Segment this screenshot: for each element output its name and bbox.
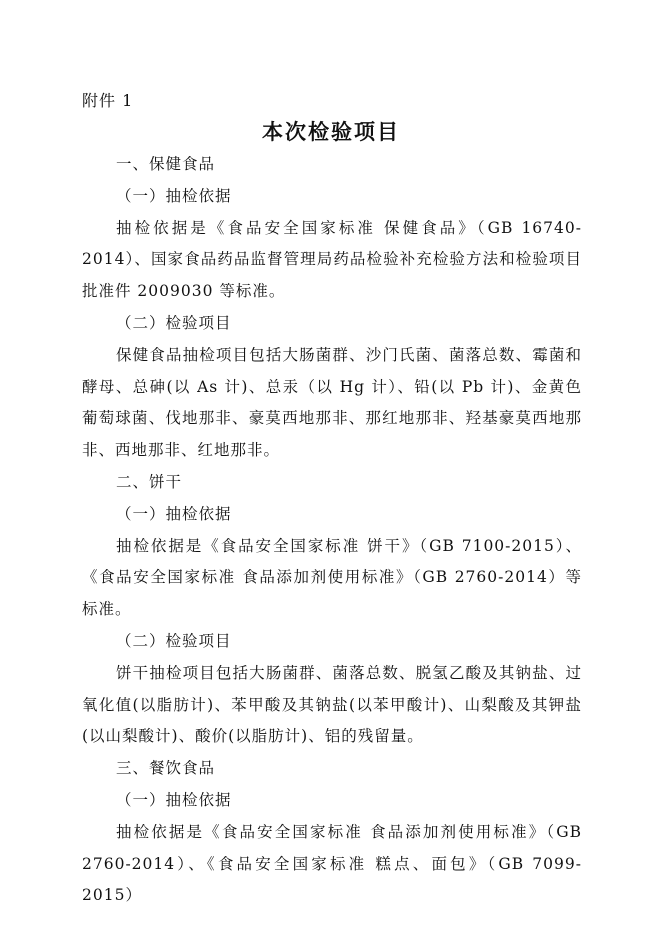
subsection-heading-items: （二）检验项目 [116, 631, 232, 650]
paragraph-biscuits-items: 饼干抽检项目包括大肠菌群、菌落总数、脱氢乙酸及其钠盐、过氧化值(以脂肪计)、苯甲酸及其钠盐(以苯甲酸计)、山梨酸及其钾盐(以山梨酸计)、酸价(以脂肪计)、铝的残留量。 [82, 663, 582, 746]
document-title: 本次检验项目 [262, 119, 400, 144]
subsection-heading-basis: （一）抽检依据 [116, 790, 232, 809]
paragraph-health-food-basis: 抽检依据是《食品安全国家标准 保健食品》（GB 16740-2014）、国家食品药品监督管理局药品检验补充检验方法和检验项目批准件 2009030 等标准。 [82, 218, 582, 301]
section-heading-biscuits: 二、饼干 [116, 472, 183, 491]
paragraph-biscuits-basis: 抽检依据是《食品安全国家标准 饼干》（GB 7100-2015）、《食品安全国家标准 食品添加剂使用标准》（GB 2760-2014）等标准。 [82, 536, 582, 619]
subsection-heading-basis: （一）抽检依据 [116, 186, 232, 205]
subsection-heading-items: （二）检验项目 [116, 313, 232, 332]
paragraph-health-food-items: 保健食品抽检项目包括大肠菌群、沙门氏菌、菌落总数、霉菌和酵母、总砷(以 As 计)、总汞（以 Hg 计）、铅(以 Pb 计)、金黄色葡萄球菌、伐地那非、豪莫西地那非、那红地那非、羟基豪莫西地那非、西地那非、红地那非。 [82, 345, 582, 460]
section-heading-health-food: 一、保健食品 [116, 155, 216, 173]
paragraph-catering-basis: 抽检依据是《食品安全国家标准 食品添加剂使用标准》（GB 2760-2014）、《食品安全国家标准 糕点、面包》（GB 7099-2015） [82, 822, 582, 905]
section-heading-catering-food: 三、餐饮食品 [116, 759, 216, 778]
attachment-label: 附件 1 [82, 91, 134, 110]
subsection-heading-basis: （一）抽检依据 [116, 504, 232, 523]
document-body [82, 149, 582, 912]
